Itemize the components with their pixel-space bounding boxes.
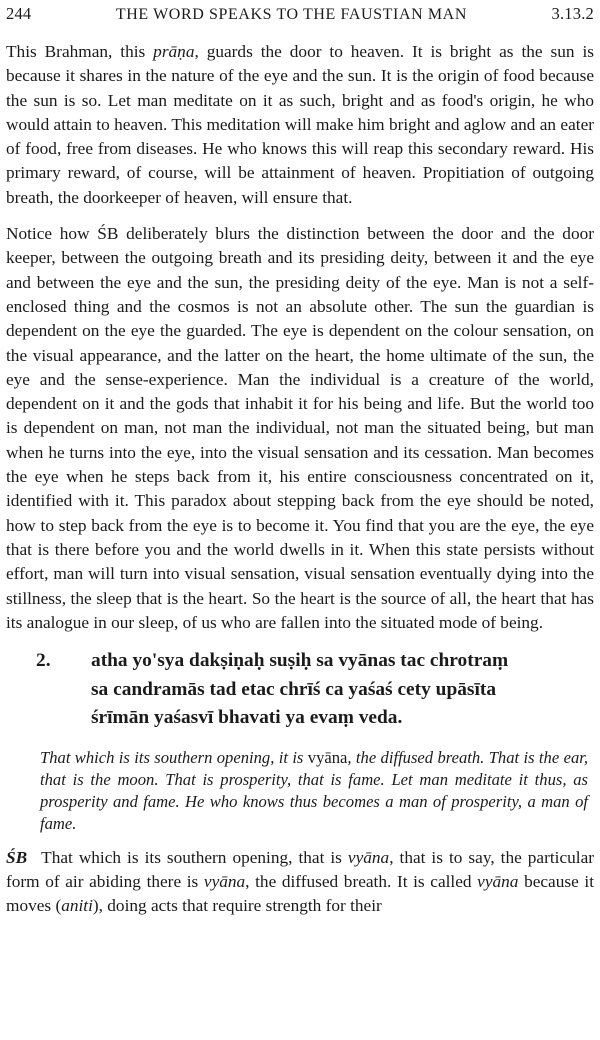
commentary-paragraph <box>6 846 594 918</box>
para1-text-a: This Brahman, this <box>6 42 154 61</box>
commentary-term-1: vyāna <box>347 848 390 868</box>
translation-text-c: , the diffused breath. That is the ear, that is the moon. That is prosperity, that is fame. Let man meditate it thus, as prosperity and fame. He who knows thus becomes a man of prosperity, a man of fame. <box>40 747 589 834</box>
verse-line-2: sa candramās tad etac chrīś ca yaśaś cety upāsīta <box>91 678 497 700</box>
translation-text-a: That which is its southern opening, it is <box>40 747 308 767</box>
commentary-term-aniti: aniti <box>61 896 93 916</box>
verse-line-1: atha yo'sya dakṣiṇaḥ suṣiḥ sa vyānas tac chrotraṃ <box>91 650 509 672</box>
commentary-text-g: because it moves ( <box>6 872 594 916</box>
para1-term-prana: prāṇa <box>153 42 195 61</box>
commentary-text-c: , that is to say, the particular form of air abiding there is <box>6 848 594 892</box>
translation-term-vyana: vyāna <box>307 747 348 767</box>
running-head <box>6 0 594 34</box>
commentary-label: ŚB <box>6 848 28 868</box>
commentary-text-a: That which is its southern opening, that is <box>41 848 348 868</box>
commentary-term-2: vyāna <box>203 872 246 892</box>
section-number: 3.13.2 <box>551 4 594 23</box>
verse-translation <box>6 747 594 836</box>
commentary-term-3: vyāna <box>477 872 519 892</box>
running-title: THE WORD SPEAKS TO THE FAUSTIAN MAN <box>115 6 467 23</box>
commentary-text-i: ), doing acts that require strength for their <box>92 896 382 916</box>
paragraph-1 <box>6 40 594 210</box>
verse-lines <box>91 647 594 733</box>
page-number: 244 <box>6 4 32 23</box>
sanskrit-verse <box>6 647 594 733</box>
para1-text-c: , guards the door to heaven. It is bright as the sun is because it shares in the nature of the eye and the sun. It is the origin of food because the sun is so. Let man meditate on it as such, bright and as food's origin, he who would attain to heaven. This meditation will make him bright and aglow and an eater of food, free from diseases. He who knows this will reap this secondary reward. His primary reward, of course, will be attainment of heaven. Propitiation of outgoing breath, the doorkeeper of heaven, will ensure that. <box>6 42 594 207</box>
paragraph-2: Notice how ŚB deliberately blurs the distinction between the door and the door keeper, between the outgoing breath and its presiding deity, between it and the eye and between the eye and the sun, the presiding deity of the eye. Man is not a self-enclosed thing and the cosmos is not an absolute other. The sun the guardian is dependent on the eye the guarded. The eye is dependent on the colour sensation, on the visual appearance, and the latter on the heart, the home ultimate of the sun, the eye and the sense-experience. Man the individual is a creature of the world, dependent on it and the gods that inhabit it for his being and life. But the world too is dependent on man, not man the individual, not man the situated being, but man when he turns into the eye, into the visual sensation and its cessation. Man becomes the eye when he steps back from it, his entire consciousness concentrated on it, identified with it. This paradox about stepping back from the eye should be noted, how to step back from the eye is to become it. You find that you are the eye, the eye that is there before you and the world dwells in it. When this state persists without effort, man will turn into visual sensation, visual sensation eventually dying into the stillness, the sleep that is the heart. So the heart is the source of all, the heart that has its analogue in our sleep, of us who are fallen into the situated mode of being. <box>6 224 594 632</box>
verse-number: 2. <box>36 650 51 672</box>
verse-line-3: śrīmān yaśasvī bhavati ya evaṃ veda. <box>91 707 403 729</box>
commentary-text-e: , the diffused breath. It is called <box>245 872 478 892</box>
